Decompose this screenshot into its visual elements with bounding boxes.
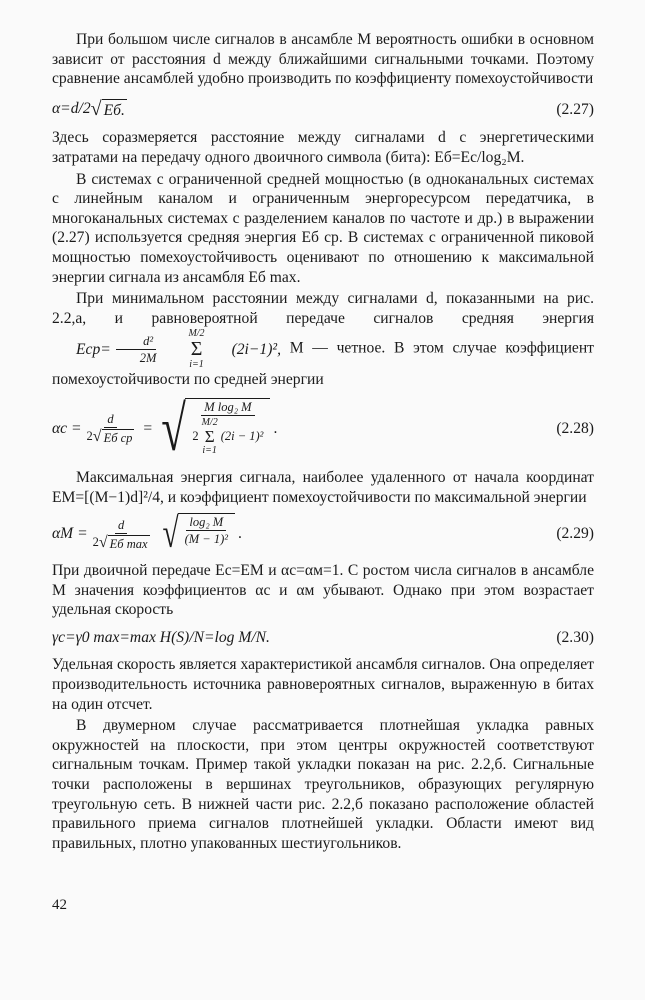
eq229-fraction bbox=[90, 518, 153, 551]
eq228-lhs: αc = bbox=[52, 420, 82, 438]
eq229-lhs: αM = bbox=[52, 525, 88, 543]
equation-2-30 bbox=[52, 628, 594, 648]
eq229-denominator bbox=[90, 534, 153, 551]
mean-energy-formula bbox=[52, 328, 281, 370]
sqrt-symbol-icon: √ bbox=[90, 97, 102, 120]
equation-number-2-28: (2.28) bbox=[556, 420, 594, 438]
equation-number-2-30: (2.30) bbox=[556, 628, 594, 646]
eq228-equals: = bbox=[143, 420, 153, 438]
eq228-big-radical bbox=[156, 392, 270, 464]
eq228-radicand bbox=[185, 398, 270, 456]
equation-2-28-body bbox=[52, 392, 278, 464]
paragraph-4-start: При минимальном расстоянии между сигналами d, показанными на рис. 2.2,а, и равновероятной передаче сигналов средняя энергия bbox=[52, 290, 594, 327]
eq228-period: . bbox=[273, 420, 278, 438]
equation-2-29-body bbox=[52, 511, 242, 558]
equation-2-27-body bbox=[52, 99, 127, 121]
equation-2-27 bbox=[52, 99, 594, 121]
eq228-denominator bbox=[84, 428, 138, 445]
eq227-radicand: Eб. bbox=[102, 99, 127, 121]
ecp-denominator: 2M bbox=[139, 350, 157, 365]
eq228-den-coef: 2 bbox=[86, 429, 93, 444]
eq229-den-radical bbox=[99, 535, 150, 551]
eq229-period: . bbox=[238, 525, 242, 543]
eq229-inner-denominator: (M − 1)² bbox=[184, 532, 228, 547]
equation-2-29 bbox=[52, 511, 594, 558]
equation-2-28 bbox=[52, 392, 594, 464]
paragraph-7: Удельная скорость является характеристикой ансамбля сигналов. Она определяет производительность источника равновероятных сигналов, выраженную в битах на один отсчет. bbox=[52, 656, 594, 713]
eq228-inner-denominator bbox=[189, 416, 266, 456]
paragraph-6: При двоичной передаче Ec=EM и αc=αм=1. С ростом числа сигналов в ансамбле M значения коэффициентов αc и αм убывают. Однако при этом возрастает удельная скорость bbox=[52, 562, 594, 619]
paragraph-4 bbox=[52, 289, 594, 390]
paragraph-5: Максимальная энергия сигнала, наиболее удаленного от начала координат EM=[(M−1)d]²/4, и коэффициент помехоустойчивости по максимальной энергии bbox=[52, 468, 594, 506]
equation-2-30-body: γc=γ0 max=max H(S)/N=log M/N. bbox=[52, 628, 270, 646]
sum-symbol-icon: Σ bbox=[204, 426, 215, 446]
ecp-lhs: Eср= bbox=[76, 340, 111, 358]
eq228-den-radical bbox=[93, 429, 135, 445]
eq228-sum bbox=[202, 417, 218, 456]
ecp-fraction bbox=[113, 334, 160, 365]
eq229-radical bbox=[159, 511, 235, 558]
document-page bbox=[52, 30, 594, 853]
sqrt-symbol-icon: √ bbox=[98, 533, 108, 551]
eq228-numerator: d bbox=[104, 412, 116, 428]
paragraph-8: В двумерном случае рассматривается плотнейшая укладка равных окружностей на плоскости, при этом центры окружностей соответствуют сигнальным точкам. Пример такой укладки показан на рис. 2.2,б. Сигнальные точки расположены в вершинах треугольников, образующих регулярную треугольную сеть. В нижней части рис. 2.2,б показано расположение областей правильного приема сигналов плотнейшей укладки. Области имеют вид правильных, плотно упакованных шестиугольников. bbox=[52, 717, 594, 852]
paragraph-4-end: M — четное. В этом случае коэффициент помехоустойчивости по средней энергии bbox=[52, 339, 594, 389]
paragraph-2: Здесь соразмеряется расстояние между сигналами d с энергетическими затратами на передачу одного двоичного символа (бита): Eб=Ec/log₂M. bbox=[52, 129, 594, 166]
sqrt-symbol-icon: √ bbox=[161, 511, 179, 558]
eq228-inner-fraction bbox=[189, 400, 266, 456]
ecp-term: (2i−1)², bbox=[231, 340, 281, 358]
page-number: 42 bbox=[52, 897, 67, 913]
sqrt-symbol-icon: √ bbox=[161, 392, 187, 464]
equation-number-2-27: (2.27) bbox=[556, 100, 594, 118]
eq228-den-radicand: Eб ср bbox=[103, 431, 133, 446]
eq227-radical bbox=[91, 99, 127, 121]
eq227-lhs: α=d/2 bbox=[52, 99, 91, 117]
eq229-radicand bbox=[178, 513, 235, 546]
eq229-numerator: d bbox=[115, 518, 127, 534]
equation-number-2-29: (2.29) bbox=[556, 525, 594, 543]
eq229-den-coef: 2 bbox=[92, 534, 99, 549]
eq229-inner-fraction bbox=[182, 515, 231, 546]
paragraph-3: В системах с ограниченной средней мощностью (в одноканальных системах с линейным каналом и ограниченным энергоресурсом передатчика, в многоканальных системах с разделением каналов по частоте и др.) в выражении (2.27) используется средняя энергия Eб ср. В системах с ограниченной пиковой мощностью помехоустойчивость оценивают по отношению к максимальной энергии сигнала из ансамбля Eб max. bbox=[52, 170, 594, 286]
eq229-den-radicand: Eб max bbox=[109, 536, 148, 551]
eq228-sum-upper: M/2 bbox=[201, 416, 218, 428]
ecp-sum-upper: M/2 bbox=[188, 328, 205, 340]
paragraph-1: При большом числе сигналов в ансамбле M вероятность ошибки в основном зависит от расстояния d между ближайшими сигнальными точками. Поэтому сравнение ансамблей удобно производить по коэффициенту помехоустойчивости bbox=[52, 31, 594, 88]
eq228-sum-lower: i=1 bbox=[202, 444, 217, 456]
sqrt-symbol-icon: √ bbox=[92, 428, 102, 446]
eq228-fraction bbox=[84, 412, 138, 445]
eq228-inner-numerator: M log₂ M bbox=[201, 400, 254, 416]
sum-symbol-icon: Σ bbox=[190, 338, 203, 361]
ecp-numerator: d² bbox=[116, 334, 156, 350]
ecp-sum bbox=[164, 328, 204, 370]
eq229-inner-numerator: log₂ M bbox=[186, 515, 226, 531]
eq228-inner-coef: 2 bbox=[192, 429, 199, 444]
ecp-sum-lower: i=1 bbox=[189, 359, 204, 371]
eq228-sum-term: (2i − 1)² bbox=[220, 429, 264, 444]
